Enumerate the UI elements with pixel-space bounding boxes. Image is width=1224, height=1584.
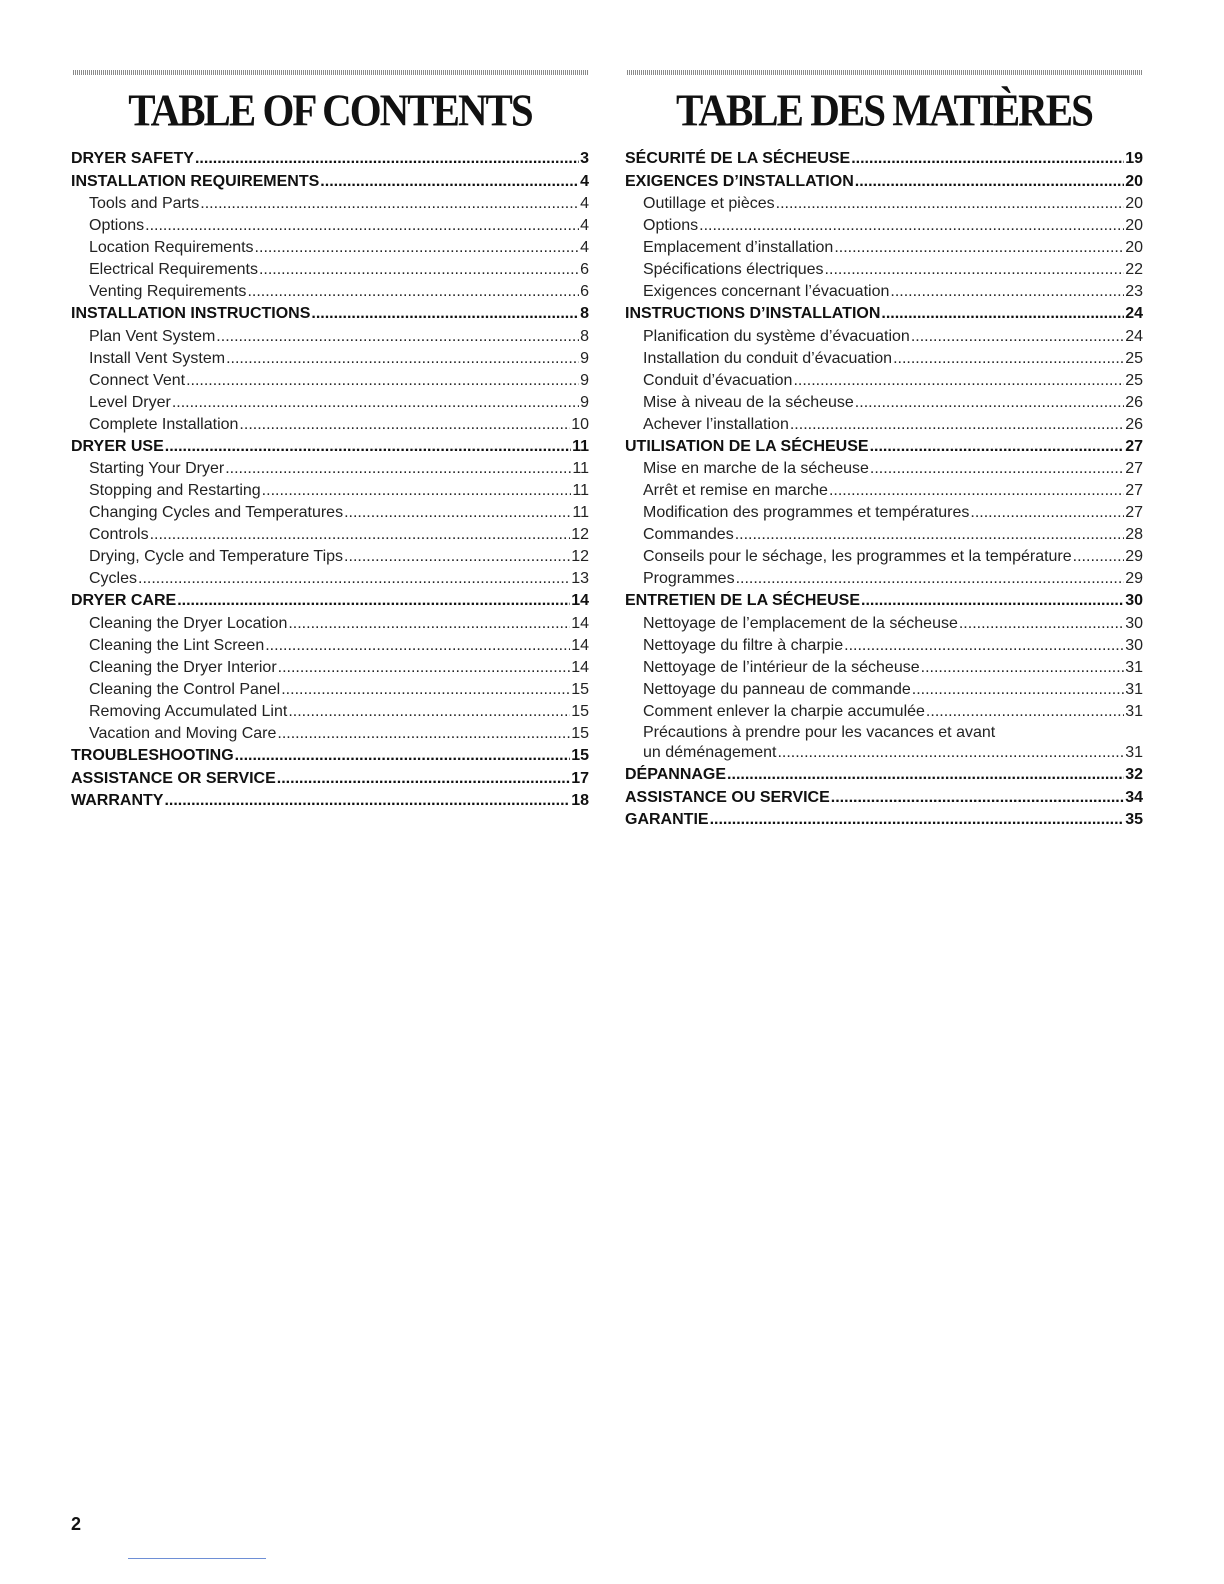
- toc-entry[interactable]: [625, 809, 1143, 832]
- toc-entry-label: Tools and Parts: [89, 195, 200, 213]
- toc-entry-page: 24: [1125, 327, 1143, 345]
- dot-leader: [855, 392, 1124, 414]
- dot-leader: [247, 281, 579, 303]
- toc-entry-label: DRYER SAFETY: [71, 150, 194, 167]
- toc-entry[interactable]: [71, 502, 589, 524]
- toc-entry[interactable]: [71, 568, 589, 590]
- dot-leader: [1073, 546, 1125, 568]
- dot-leader: [172, 392, 579, 414]
- toc-entry[interactable]: [71, 414, 589, 436]
- toc-entry-label: Connect Vent: [89, 371, 186, 389]
- toc-entry[interactable]: [625, 764, 1143, 787]
- toc-entry[interactable]: [71, 370, 589, 392]
- toc-entry-page: 29: [1125, 570, 1143, 588]
- toc-english: [71, 70, 589, 813]
- toc-entry-page: 27: [1125, 504, 1143, 522]
- toc-entry-page: 19: [1125, 150, 1143, 167]
- toc-entry-label: Cleaning the Lint Screen: [89, 636, 265, 654]
- dot-leader: [926, 701, 1124, 723]
- toc-entry-page: 14: [571, 636, 589, 654]
- footer-rule: [128, 1558, 266, 1559]
- toc-entry[interactable]: [625, 436, 1143, 459]
- toc-entry[interactable]: [71, 590, 589, 613]
- toc-entry[interactable]: [71, 281, 589, 303]
- dot-leader: [344, 502, 571, 524]
- page-title: TABLE DES MATIÈRES: [676, 84, 1092, 136]
- toc-entry-page: 31: [1125, 743, 1143, 761]
- toc-entry-label: Electrical Requirements: [89, 261, 258, 279]
- toc-entry[interactable]: [625, 458, 1143, 480]
- toc-entry-page: 17: [571, 769, 589, 787]
- toc-entry[interactable]: [625, 635, 1143, 657]
- dot-leader: [344, 546, 570, 568]
- toc-entry-label: SÉCURITÉ DE LA SÉCHEUSE: [625, 150, 851, 167]
- toc-entry-page: 4: [580, 172, 589, 190]
- toc-entry-label: Cleaning the Dryer Location: [89, 614, 288, 632]
- dot-leader: [710, 809, 1125, 832]
- toc-entry-page: 4: [580, 195, 589, 213]
- toc-entry-page: 26: [1125, 415, 1143, 433]
- dot-leader: [844, 635, 1124, 657]
- toc-entry-page: 30: [1125, 592, 1143, 610]
- toc-entry[interactable]: [71, 436, 589, 459]
- dot-leader: [881, 303, 1124, 326]
- toc-entry[interactable]: [71, 790, 589, 813]
- toc-entry-label: Plan Vent System: [89, 327, 216, 345]
- toc-entry-page: 20: [1125, 172, 1143, 190]
- toc-entry-page: 14: [571, 592, 589, 610]
- toc-entry-label: Install Vent System: [89, 349, 226, 367]
- toc-entry[interactable]: [71, 326, 589, 348]
- toc-entry[interactable]: [625, 723, 1143, 742]
- dot-leader: [311, 303, 579, 326]
- toc-entry-page: 4: [580, 217, 589, 235]
- toc-entry-label: Changing Cycles and Temperatures: [89, 504, 344, 522]
- toc-entry-page: 24: [1125, 305, 1143, 323]
- toc-entry-page: 11: [572, 460, 589, 478]
- toc-entry[interactable]: [625, 215, 1143, 237]
- dot-leader: [288, 701, 570, 723]
- toc-entry-page: 20: [1125, 195, 1143, 213]
- toc-entry-label: Cleaning the Dryer Interior: [89, 658, 277, 676]
- toc-entry[interactable]: [625, 502, 1143, 524]
- dot-leader: [790, 414, 1124, 436]
- toc-entry-page: 4: [580, 239, 589, 257]
- dot-leader: [776, 193, 1125, 215]
- toc-entry-page: 28: [1125, 526, 1143, 544]
- toc-entry[interactable]: [625, 679, 1143, 701]
- toc-entry-label: Venting Requirements: [89, 283, 247, 301]
- toc-entry-label: Level Dryer: [89, 393, 171, 411]
- dot-leader: [861, 590, 1124, 613]
- page-number: 2: [71, 1514, 82, 1534]
- dot-leader: [851, 148, 1124, 171]
- dot-leader: [265, 635, 570, 657]
- toc-entry-page: 10: [571, 415, 589, 433]
- toc-entry-label: Modification des programmes et températures: [643, 504, 970, 522]
- toc-entry-label: Nettoyage du filtre à charpie: [643, 636, 844, 654]
- toc-entry-label: Cleaning the Control Panel: [89, 680, 281, 698]
- toc-entry[interactable]: [625, 259, 1143, 281]
- toc-entry-label: DRYER USE: [71, 437, 164, 455]
- dot-leader: [735, 524, 1125, 546]
- toc-entry-page: 15: [571, 680, 589, 698]
- toc-entry-page: 30: [1125, 636, 1143, 654]
- top-rule: [73, 70, 589, 75]
- dot-leader: [912, 679, 1124, 701]
- toc-entry-label: Conseils pour le séchage, les programmes et la température: [643, 548, 1072, 566]
- toc-entry[interactable]: [71, 701, 589, 723]
- toc-entry-label: INSTRUCTIONS D’INSTALLATION: [625, 305, 881, 323]
- toc-entry-label: EXIGENCES D’INSTALLATION: [625, 172, 854, 190]
- toc-entry-page: 31: [1125, 658, 1143, 676]
- toc-entry-page: 35: [1125, 811, 1143, 829]
- dot-leader: [277, 768, 570, 791]
- toc-entry-page: 18: [571, 792, 589, 810]
- toc-entry-page: 31: [1125, 680, 1143, 698]
- dot-leader: [699, 215, 1124, 237]
- toc-entry[interactable]: [625, 171, 1143, 194]
- toc-entry[interactable]: [71, 635, 589, 657]
- toc-entry[interactable]: [625, 370, 1143, 392]
- toc-entry[interactable]: [71, 392, 589, 414]
- toc-entry[interactable]: [625, 742, 1143, 764]
- toc-entry-label: Starting Your Dryer: [89, 460, 225, 478]
- toc-entry-label: un déménagement: [643, 743, 777, 761]
- toc-entry-page: 15: [571, 702, 589, 720]
- toc-entry[interactable]: [625, 657, 1143, 679]
- toc-entry-page: 23: [1125, 283, 1143, 301]
- toc-entry-page: 9: [580, 349, 589, 367]
- toc-entry-label: Nettoyage de l’intérieur de la sécheuse: [643, 658, 920, 676]
- toc-entry[interactable]: [71, 546, 589, 568]
- dot-leader: [288, 613, 570, 635]
- toc-entry-label: Drying, Cycle and Temperature Tips: [89, 548, 344, 566]
- dot-leader: [138, 568, 570, 590]
- dot-leader: [177, 590, 570, 613]
- dot-leader: [870, 436, 1125, 459]
- toc-entry-label: Conduit d’évacuation: [643, 371, 793, 389]
- toc-entry-page: 34: [1125, 788, 1143, 806]
- toc-entry-page: 32: [1125, 765, 1143, 783]
- toc-entry-page: 26: [1125, 393, 1143, 411]
- dot-leader: [281, 679, 570, 701]
- dot-leader: [793, 370, 1124, 392]
- dot-leader: [239, 414, 570, 436]
- toc-entry-label: Removing Accumulated Lint: [89, 702, 288, 720]
- toc-entry-label: Spécifications électriques: [643, 261, 824, 279]
- dot-leader: [225, 458, 571, 480]
- toc-entry[interactable]: [71, 193, 589, 215]
- toc-entry-page: 27: [1125, 482, 1143, 500]
- toc-entry-label: Stopping and Restarting: [89, 482, 261, 500]
- toc-entry-page: 30: [1125, 614, 1143, 632]
- dot-leader: [278, 657, 571, 679]
- toc-entry[interactable]: [71, 171, 589, 194]
- dot-leader: [727, 764, 1124, 787]
- toc-entry-label: Programmes: [643, 570, 735, 588]
- toc-entry[interactable]: [625, 281, 1143, 303]
- toc-entry[interactable]: [71, 657, 589, 679]
- dot-leader: [829, 480, 1124, 502]
- toc-entry-label: Cycles: [89, 570, 138, 588]
- dot-leader: [893, 348, 1124, 370]
- toc-entry[interactable]: [625, 546, 1143, 568]
- toc-entry-page: 31: [1125, 702, 1143, 720]
- dot-leader: [831, 787, 1124, 810]
- toc-entry-label: Nettoyage du panneau de commande: [643, 680, 911, 698]
- toc-entry-label: Arrêt et remise en marche: [643, 482, 828, 500]
- toc-entry[interactable]: [625, 414, 1143, 436]
- toc-entry-label: TROUBLESHOOTING: [71, 746, 234, 764]
- toc-entry[interactable]: [625, 524, 1143, 546]
- toc-entry[interactable]: [71, 458, 589, 480]
- dot-leader: [255, 237, 580, 259]
- toc-entry-label: Location Requirements: [89, 239, 254, 257]
- dot-leader: [911, 326, 1124, 348]
- toc-entry-label: DRYER CARE: [71, 592, 177, 610]
- toc-entry-label: Options: [643, 217, 699, 235]
- page-title: TABLE OF CONTENTS: [128, 84, 532, 136]
- dot-leader: [216, 326, 579, 348]
- toc-entry-page: 3: [580, 150, 589, 167]
- dot-leader: [777, 742, 1124, 764]
- toc-entry[interactable]: [625, 326, 1143, 348]
- dot-leader: [959, 613, 1124, 635]
- toc-entry-page: 25: [1125, 371, 1143, 389]
- dot-leader: [890, 281, 1124, 303]
- toc-entry[interactable]: [625, 148, 1143, 171]
- toc-entry[interactable]: [71, 723, 589, 745]
- toc-entry-label: GARANTIE: [625, 811, 709, 829]
- toc-entry[interactable]: [71, 768, 589, 791]
- dot-leader: [235, 745, 571, 768]
- toc-entry-page: 9: [580, 371, 589, 389]
- toc-entry-label: Controls: [89, 526, 149, 544]
- toc-entry-label: INSTALLATION REQUIREMENTS: [71, 172, 320, 190]
- toc-entry-label: UTILISATION DE LA SÉCHEUSE: [625, 437, 869, 455]
- toc-entry-label: Emplacement d’installation: [643, 239, 834, 257]
- toc-list: [71, 148, 589, 813]
- dot-leader: [921, 657, 1125, 679]
- toc-entry[interactable]: [71, 480, 589, 502]
- toc-entry-label: ASSISTANCE OR SERVICE: [71, 769, 276, 787]
- dot-leader: [259, 259, 579, 281]
- toc-entry-label: Complete Installation: [89, 415, 239, 433]
- toc-entry-page: 8: [580, 327, 589, 345]
- dot-leader: [186, 370, 579, 392]
- toc-entry-page: 14: [571, 614, 589, 632]
- toc-entry[interactable]: [71, 215, 589, 237]
- toc-entry-page: 11: [572, 437, 589, 455]
- toc-entry-page: 9: [580, 393, 589, 411]
- toc-entry[interactable]: [71, 613, 589, 635]
- dot-leader: [855, 171, 1124, 194]
- toc-entry-page: 12: [571, 548, 589, 566]
- toc-entry-page: 27: [1125, 437, 1143, 455]
- toc-entry[interactable]: [625, 590, 1143, 613]
- dot-leader: [870, 458, 1124, 480]
- dot-leader: [200, 193, 579, 215]
- toc-entry-page: 13: [571, 570, 589, 588]
- toc-entry[interactable]: [625, 613, 1143, 635]
- toc-entry-label: Planification du système d’évacuation: [643, 327, 910, 345]
- toc-entry-label: Achever l’installation: [643, 415, 789, 433]
- dot-leader: [277, 723, 570, 745]
- toc-entry-label: Nettoyage de l’emplacement de la sécheuse: [643, 614, 958, 632]
- toc-entry-page: 14: [571, 658, 589, 676]
- toc-entry-label: Installation du conduit d’évacuation: [643, 349, 893, 367]
- toc-entry[interactable]: [625, 787, 1143, 810]
- toc-entry-page: 22: [1125, 261, 1143, 279]
- toc-entry-label: Options: [89, 217, 145, 235]
- toc-entry[interactable]: [625, 480, 1143, 502]
- toc-entry-page: 8: [580, 305, 589, 323]
- toc-entry-page: 6: [580, 283, 589, 301]
- toc-entry-page: 29: [1125, 548, 1143, 566]
- toc-entry-page: 20: [1125, 217, 1143, 235]
- toc-entry-label: ASSISTANCE OU SERVICE: [625, 788, 830, 806]
- toc-entry-label: Commandes: [643, 526, 734, 544]
- toc-entry-page: 27: [1125, 460, 1143, 478]
- toc-entry-page: 6: [580, 261, 589, 279]
- toc-entry[interactable]: [625, 193, 1143, 215]
- toc-entry-page: 12: [571, 526, 589, 544]
- toc-entry-label: Mise en marche de la sécheuse: [643, 460, 869, 478]
- toc-entry-label: ENTRETIEN DE LA SÉCHEUSE: [625, 592, 860, 610]
- toc-entry[interactable]: [625, 303, 1143, 326]
- toc-entry[interactable]: [71, 348, 589, 370]
- dot-leader: [736, 568, 1125, 590]
- toc-entry[interactable]: [625, 701, 1143, 723]
- dot-leader: [226, 348, 579, 370]
- toc-entry-page: 11: [572, 504, 589, 522]
- toc-entry-page: 15: [571, 724, 589, 742]
- dot-leader: [195, 148, 579, 171]
- toc-entry-page: 15: [571, 746, 589, 764]
- toc-entry[interactable]: [625, 392, 1143, 414]
- dot-leader: [150, 524, 571, 546]
- toc-entry[interactable]: [71, 303, 589, 326]
- toc-entry-label: Exigences concernant l’évacuation: [643, 283, 890, 301]
- toc-entry-label: Vacation and Moving Care: [89, 724, 277, 742]
- toc-entry-page: 20: [1125, 239, 1143, 257]
- toc-entry-page: 25: [1125, 349, 1143, 367]
- dot-leader: [145, 215, 579, 237]
- toc-entry-label: INSTALLATION INSTRUCTIONS: [71, 305, 311, 323]
- toc-entry[interactable]: [625, 348, 1143, 370]
- toc-entry[interactable]: [71, 237, 589, 259]
- toc-entry[interactable]: [71, 745, 589, 768]
- dot-leader: [825, 259, 1125, 281]
- toc-entry[interactable]: [71, 148, 589, 171]
- toc-entry-label: Outillage et pièces: [643, 195, 775, 213]
- toc-entry-label: Comment enlever la charpie accumulée: [643, 702, 925, 720]
- dot-leader: [970, 502, 1124, 524]
- toc-entry-page: 11: [572, 482, 589, 500]
- dot-leader: [834, 237, 1124, 259]
- toc-entry[interactable]: [71, 679, 589, 701]
- toc-list: [625, 148, 1143, 832]
- toc-french: [625, 70, 1143, 832]
- toc-entry[interactable]: [625, 568, 1143, 590]
- dot-leader: [164, 790, 570, 813]
- dot-leader: [262, 480, 572, 502]
- toc-entry-label: WARRANTY: [71, 792, 164, 810]
- toc-entry-label: Mise à niveau de la sécheuse: [643, 393, 854, 411]
- toc-entry-label: DÉPANNAGE: [625, 765, 727, 783]
- toc-entry-label: Précautions à prendre pour les vacances et avant: [643, 723, 996, 741]
- dot-leader: [165, 436, 571, 459]
- toc-entry[interactable]: [71, 259, 589, 281]
- top-rule: [627, 70, 1143, 75]
- dot-leader: [320, 171, 579, 194]
- toc-entry[interactable]: [625, 237, 1143, 259]
- toc-entry[interactable]: [71, 524, 589, 546]
